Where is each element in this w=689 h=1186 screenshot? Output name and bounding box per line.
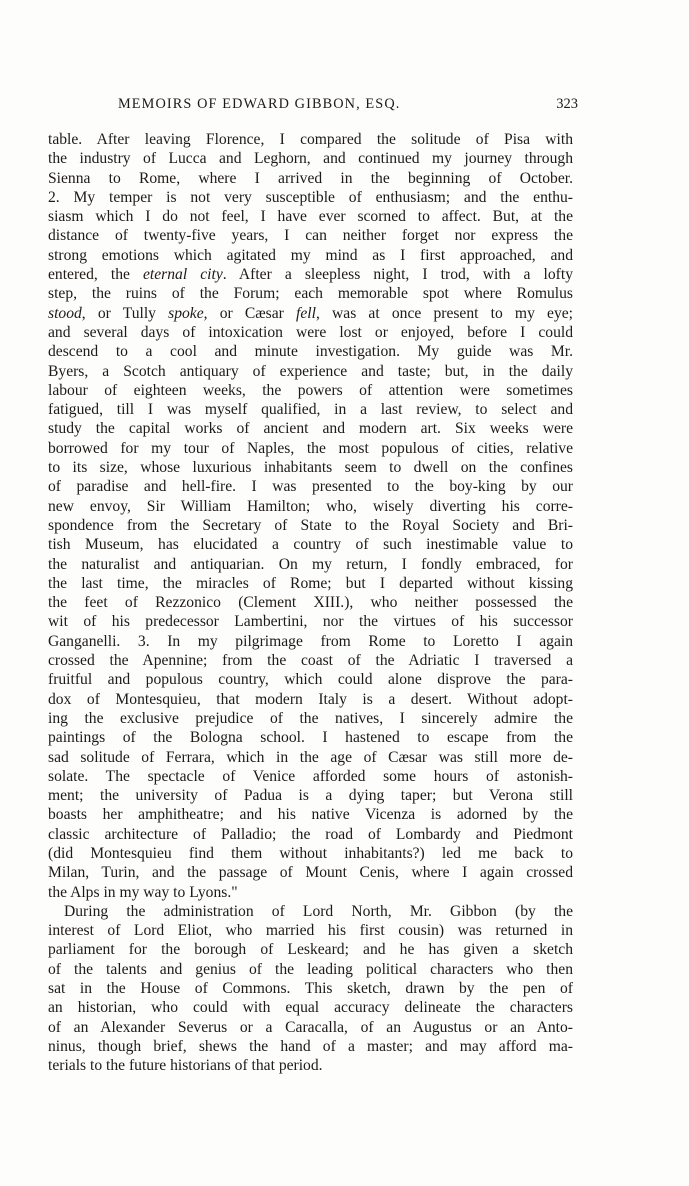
text-line: Milan, Turin, and the passage of Mount Cenis, where I again crossed (48, 864, 573, 882)
text-line: terials to the future historians of that period. (48, 1057, 323, 1075)
page-header (118, 96, 578, 118)
text-line: Sienna to Rome, where I arrived in the beginning of October. (48, 169, 573, 187)
text-line: siasm which I do not feel, I have ever scorned to affect. But, at the (48, 208, 573, 226)
text-line: the feet of Rezzonico (Clement XIII.), who neither possessed the (48, 594, 573, 612)
text-line: paintings of the Bologna school. I hastened to escape from the (48, 729, 573, 747)
text-line: parliament for the borough of Leskeard; and he has given a sketch (48, 941, 573, 959)
text-line: During the administration of Lord North, Mr. Gibbon (by the (64, 902, 573, 920)
page-number: 323 (556, 96, 578, 112)
text-line: and several days of intoxication were lost or enjoyed, before I could (48, 323, 573, 341)
text-line: ninus, though brief, shews the hand of a master; and may afford ma- (48, 1037, 573, 1055)
text-line: entered, the eternal city. After a sleepless night, I trod, with a lofty (48, 266, 573, 284)
text-line: sat in the House of Commons. This sketch, drawn by the pen of (48, 980, 573, 998)
text-line: the naturalist and antiquarian. On my return, I fondly embraced, for (48, 555, 573, 573)
text-line: crossed the Apennine; from the coast of the Adriatic I traversed a (48, 652, 573, 670)
text-line: step, the ruins of the Forum; each memorable spot where Romulus (48, 285, 573, 303)
text-line: the industry of Lucca and Leghorn, and continued my journey through (48, 150, 573, 168)
text-line: the last time, the miracles of Rome; but I departed without kissing (48, 574, 573, 592)
text-line: sad solitude of Ferrara, which in the age of Cæsar was still more de- (48, 748, 573, 766)
text-line: dox of Montesquieu, that modern Italy is a desert. Without adopt- (48, 690, 573, 708)
text-line: an historian, who could with equal accuracy delineate the characters (48, 999, 573, 1017)
text-line: tish Museum, has elucidated a country of such inestimable value to (48, 536, 573, 554)
text-line: distance of twenty-five years, I can neither forget nor express the (48, 227, 573, 245)
text-line: the Alps in my way to Lyons." (48, 883, 238, 901)
text-line: of the talents and genius of the leading political characters who then (48, 960, 573, 978)
text-line: solate. The spectacle of Venice afforded some hours of astonish- (48, 767, 573, 785)
text-line: classic architecture of Palladio; the road of Lombardy and Piedmont (48, 825, 573, 843)
running-title: MEMOIRS OF EDWARD GIBBON, ESQ. (118, 96, 401, 112)
text-line: descend to a cool and minute investigation. My guide was Mr. (48, 343, 573, 361)
text-line: of an Alexander Severus or a Caracalla, of an Augustus or an Anto- (48, 1018, 573, 1036)
text-line: new envoy, Sir William Hamilton; who, wisely diverting his corre- (48, 497, 573, 515)
text-line: interest of Lord Eliot, who married his first cousin) was returned in (48, 922, 573, 940)
text-line: of paradise and hell-fire. I was presented to the boy-king by our (48, 478, 573, 496)
text-line: Byers, a Scotch antiquary of experience and taste; but, in the daily (48, 362, 573, 380)
text-line: study the capital works of ancient and modern art. Six weeks were (48, 420, 573, 438)
text-line: ing the exclusive prejudice of the natives, I sincerely admire the (48, 709, 573, 727)
text-line: borrowed for my tour of Naples, the most populous of cities, relative (48, 439, 573, 457)
text-line: table. After leaving Florence, I compared the solitude of Pisa with (48, 131, 573, 148)
text-line: spondence from the Secretary of State to the Royal Society and Bri- (48, 516, 573, 534)
text-line: strong emotions which agitated my mind as I first approached, and (48, 246, 573, 264)
text-line: fruitful and populous country, which could alone disprove the para- (48, 671, 573, 689)
text-line: to its size, whose luxurious inhabitants seem to dwell on the confines (48, 459, 573, 477)
body-text (48, 130, 573, 1076)
text-line: stood, or Tully spoke, or Cæsar fell, was at once present to my eye; (48, 304, 573, 322)
text-line: wit of his predecessor Lambertini, nor the virtues of his successor (48, 613, 573, 631)
text-line: fatigued, till I was myself qualified, in a last review, to select and (48, 401, 573, 419)
text-line: boasts her amphitheatre; and his native Vicenza is adorned by the (48, 806, 573, 824)
text-line: (did Montesquieu find them without inhabitants?) led me back to (48, 844, 573, 862)
text-line: ment; the university of Padua is a dying taper; but Verona still (48, 787, 573, 805)
text-line: 2. My temper is not very susceptible of enthusiasm; and the enthu- (48, 188, 573, 206)
text-line: Ganganelli. 3. In my pilgrimage from Rome to Loretto I again (48, 632, 573, 650)
text-line: labour of eighteen weeks, the powers of attention were sometimes (48, 381, 573, 399)
